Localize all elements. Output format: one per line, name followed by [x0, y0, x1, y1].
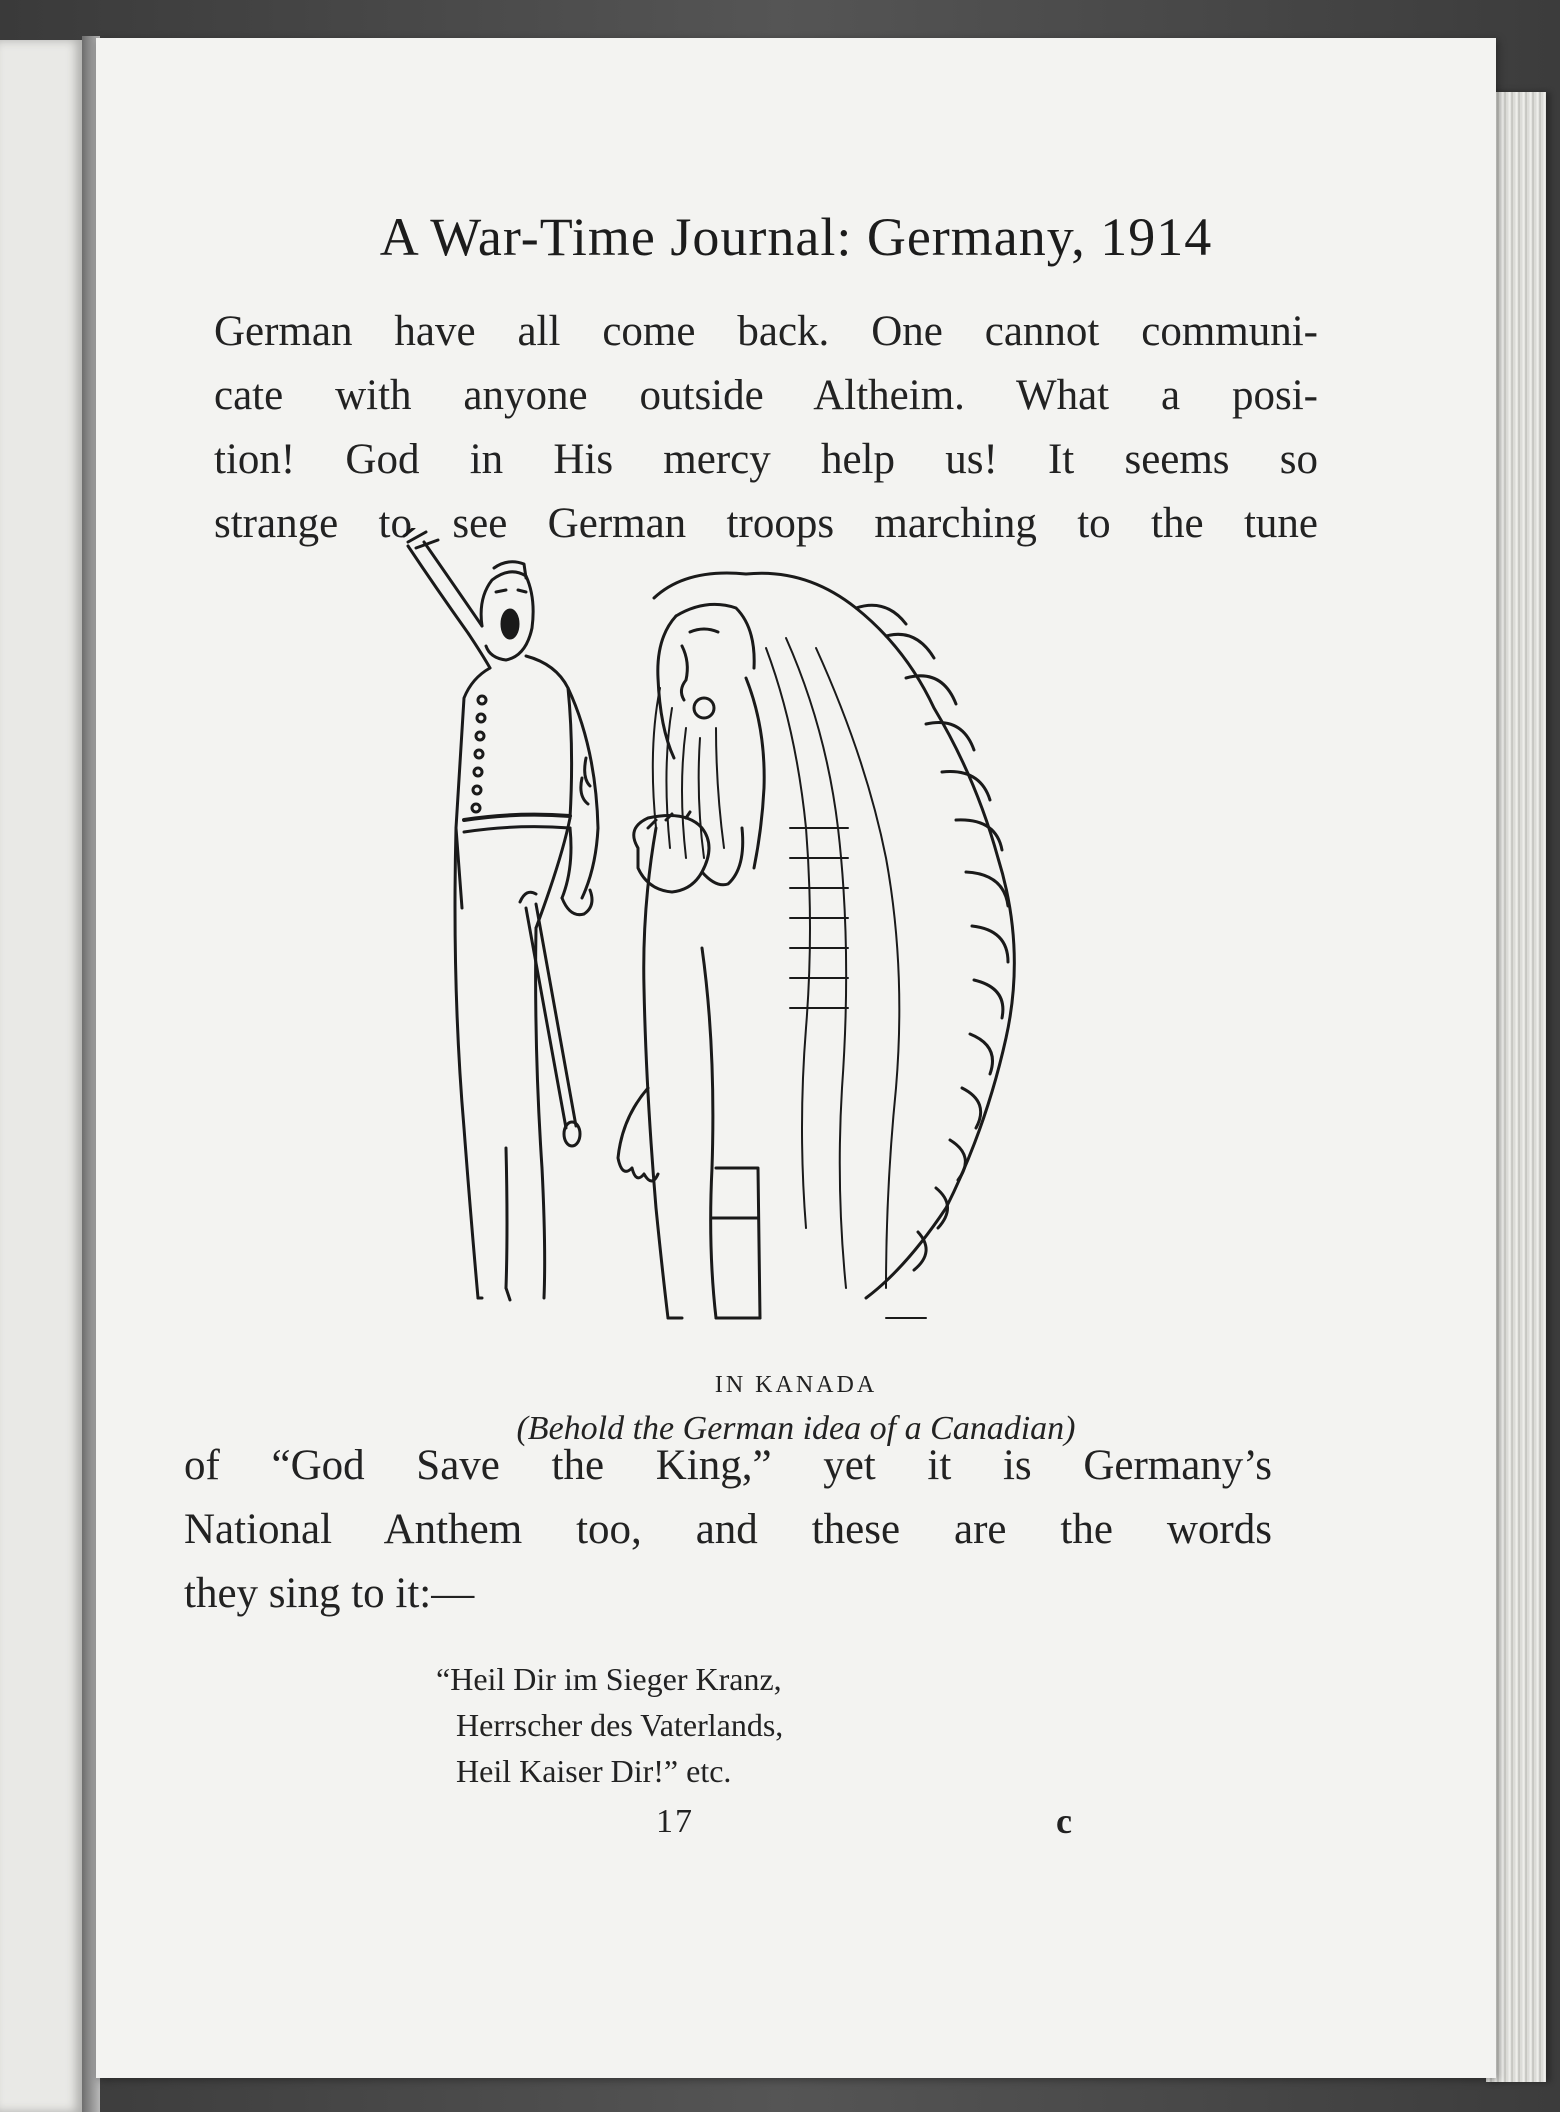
paragraph-bottom: [184, 1434, 1272, 1626]
verse-line: “Heil Dir im Sieger Kranz,: [436, 1661, 782, 1697]
verse-line: Herrscher des Vaterlands,: [456, 1707, 784, 1743]
text-line: strange to see German troops marching to the tune: [214, 500, 1318, 547]
text-line: of “God Save the King,” yet it is Germany’s: [184, 1442, 1272, 1489]
paragraph-top: [214, 300, 1318, 556]
facing-page-edge: [0, 40, 82, 2112]
cartoon-illustration: [386, 528, 1146, 1388]
anthem-verse: [436, 1656, 783, 1794]
illustration-caption: (Behold the German idea of a Canadian): [516, 1410, 1076, 1447]
book-page: [96, 38, 1496, 2078]
verse-line: Heil Kaiser Dir!” etc.: [456, 1753, 732, 1789]
text-line: cate with anyone outside Altheim. What a posi-: [214, 372, 1318, 419]
illustration-title: IN KANADA: [714, 1372, 878, 1398]
signature-mark: c: [1056, 1801, 1072, 1841]
page-number: 17: [656, 1803, 694, 1840]
running-title: A War-Time Journal: Germany, 1914: [379, 207, 1213, 267]
text-line: they sing to it:—: [184, 1570, 475, 1617]
text-line: German have all come back. One cannot communi-: [214, 308, 1318, 355]
text-line: tion! God in His mercy help us! It seems so: [214, 436, 1318, 483]
text-line: National Anthem too, and these are the words: [184, 1506, 1272, 1553]
